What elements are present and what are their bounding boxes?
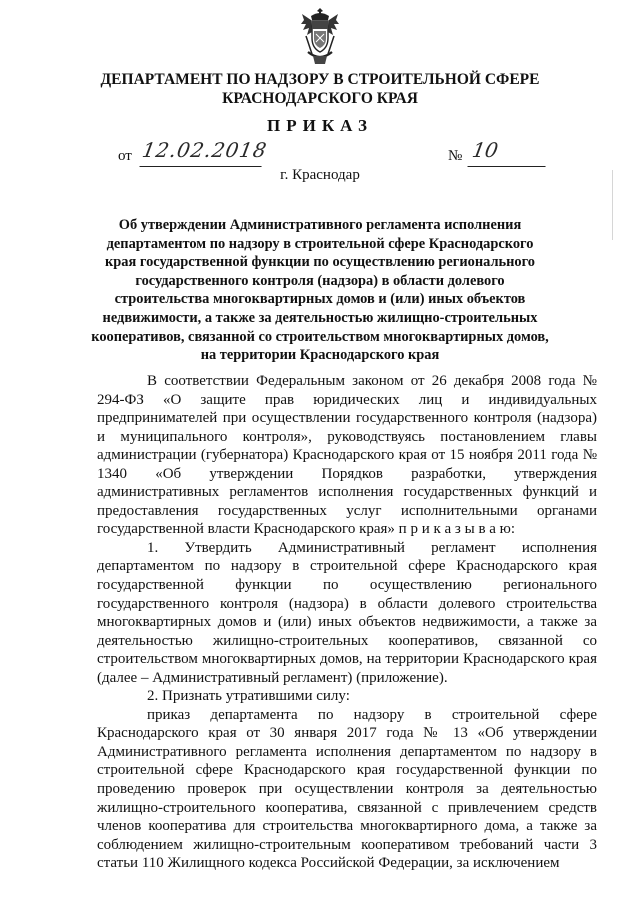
document-body	[97, 372, 597, 873]
date-prefix: от	[118, 148, 132, 164]
department-line-1: ДЕПАРТАМЕНТ ПО НАДЗОРУ В СТРОИТЕЛЬНОЙ СФЕРЕ	[100, 71, 540, 88]
city: г. Краснодар	[280, 167, 360, 183]
intro-paragraph: В соответствии Федеральным законом от 26 декабря 2008 года № 294-ФЗ «О защите прав юридических лиц и индивидуальных предпринимателей при осуществлении государственного контроля (надзора) и муниципального контроля», руководствуясь постановлением главы администрации (губернатора) Краснодарского края от 15 ноября 2011 года № 1340 «Об утверждении Порядков разработки, утверждения административных регламентов исполнения государственных функций и предоставления государственных услуг исполнительными органами государственной власти Краснодарского края» п р и к а з ы в а ю:	[97, 373, 597, 538]
department-line-2: КРАСНОДАРСКОГО КРАЯ	[222, 90, 418, 107]
handwritten-order-number: 10	[467, 138, 550, 167]
order-subject: Об утверждении Административного регламента исполнения департаментом по надзору в строительной сфере Краснодарского края государственной функции по осуществлению регионального государственного контроля (надзора) в области долевого строительства многоквартирных домов и (или) иных объектов недвижимости, а также за деятельностью жилищно-строительных кооперативов, связанной со строительством многоквартирных домов, на территории Краснодарского края	[91, 217, 549, 364]
number-prefix: №	[448, 148, 463, 164]
coat-of-arms-emblem	[300, 8, 340, 66]
item-1-paragraph: 1. Утвердить Административный регламент исполнения департаментом по надзору в строительной сфере Краснодарского края государственной функции по осуществлению регионального государственного контроля (надзора) в области долевого строительства многоквартирных домов и (или) иных объектов недвижимости, а также за деятельностью жилищно-строительных кооперативов, связанной со строительством многоквартирных домов, на территории Краснодарского края (далее – Административный регламент) (приложение).	[97, 539, 597, 686]
department-name	[60, 70, 580, 108]
order-title: ПРИКАЗ	[267, 116, 373, 135]
page-margin-line	[612, 170, 613, 240]
handwritten-date: 12.02.2018	[139, 138, 266, 167]
item-2-paragraph: приказ департамента по надзору в строительной сфере Краснодарского края от 30 января 2017 года № 13 «Об утверждении Административного регламента исполнения департаментом по надзору в строительной сфере Краснодарского края государственной функции по проведению проверок при осуществлении контроля за деятельностью жилищно-строительного кооператива, связанной с привлечением средств членов кооператива для строительства многоквартирного дома, а также за соблюдением жилищно-строительным кооперативом требований части 3 статьи 110 Жилищного кодекса Российской Федерации, за исключением	[97, 706, 597, 872]
item-2-heading: 2. Признать утратившими силу:	[147, 688, 350, 705]
